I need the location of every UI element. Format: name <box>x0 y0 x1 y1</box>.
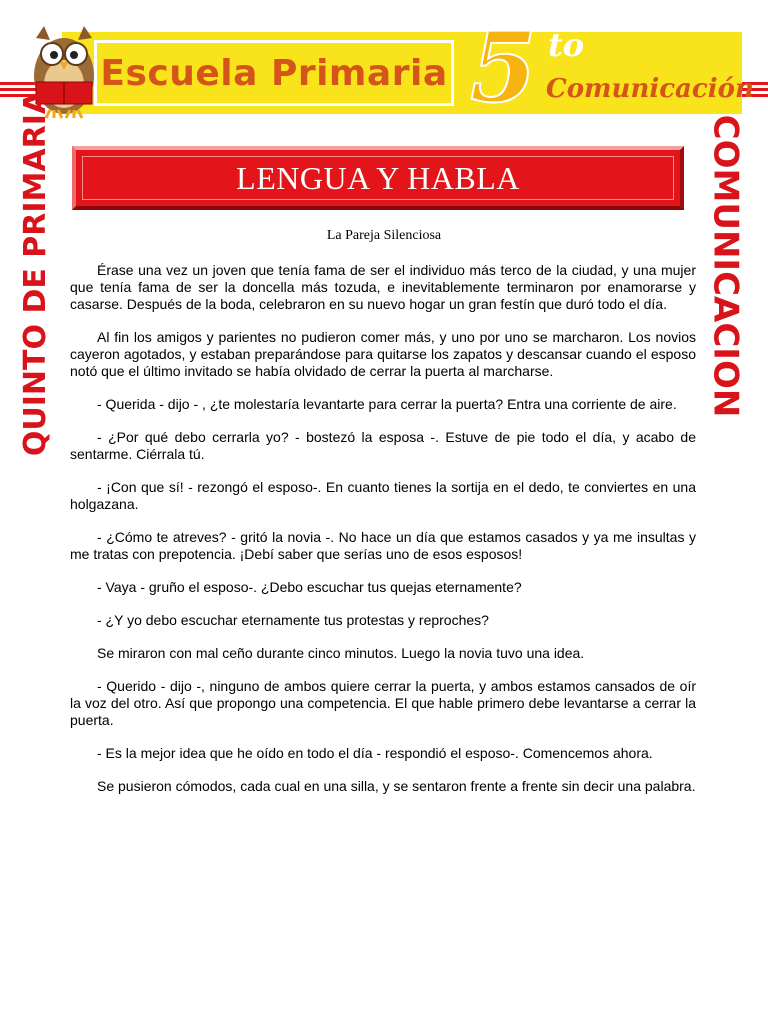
story-paragraph: Al fin los amigos y parientes no pudieron comer más, y uno por uno se marcharon. Los novios cayeron agotados, y estaban preparándose para quitarse los zapatos y descansar cuando el esposo notó que el último invitado se había olvidado de cerrar la puerta al marcharse. <box>70 329 696 379</box>
school-title-box <box>94 40 454 106</box>
story-paragraph: - ¿Y yo debo escuchar eternamente tus protestas y reproches? <box>97 612 489 628</box>
school-name: Escuela Primaria <box>100 52 448 94</box>
story-paragraph: Se miraron con mal ceño durante cinco minutos. Luego la novia tuvo una idea. <box>97 645 585 661</box>
page-title: LENGUA Y HABLA <box>236 159 520 196</box>
story-paragraph: - Querido - dijo -, ninguno de ambos quiere cerrar la puerta, y ambos estamos cansados de oír la voz del otro. Así que propongo una competencia. El que hable primero debe levantarse a cerrar la puerta. <box>70 678 696 728</box>
story-paragraph: - Es la mejor idea que he oído en todo el día - respondió el esposo-. Comencemos ahora. <box>97 745 653 761</box>
title-banner <box>72 146 684 210</box>
story-paragraph: - Querida - dijo - , ¿te molestaría levantarte para cerrar la puerta? Entra una corriente de aire. <box>97 396 677 412</box>
side-label-left <box>16 90 56 456</box>
story-body <box>70 262 696 811</box>
story-paragraph: Érase una vez un joven que tenía fama de ser el individuo más terco de la ciudad, y una mujer que tenía fama de ser la doncella más tozuda, e inevitablemente terminaron por enamorarse y casarse. Después de la boda, celebraron en su nuevo hogar un gran festín que duró todo el día. <box>70 262 696 312</box>
story-paragraph: - ¿Por qué debo cerrarla yo? - bostezó la esposa -. Estuve de pie todo el día, y acabo de sentarme. Ciérrala tú. <box>70 429 696 462</box>
page-header <box>0 0 768 130</box>
grade-suffix: to <box>548 26 585 64</box>
story-title: La Pareja Silenciosa <box>326 228 442 243</box>
side-label-left-text: QUINTO DE PRIMARIA <box>18 90 54 456</box>
side-label-right <box>700 114 750 418</box>
story-paragraph: - ¡Con que sí! - rezongó el esposo-. En cuanto tienes la sortija en el dedo, te conviertes en una holgazana. <box>70 479 696 512</box>
grade-number: 5 <box>470 11 537 124</box>
side-label-right-text: COMUNICACION <box>705 114 746 418</box>
story-paragraph: - Vaya - gruño el esposo-. ¿Debo escuchar tus quejas eternamente? <box>97 579 522 595</box>
story-paragraph: - ¿Cómo te atreves? - gritó la novia -. No hace un día que estamos casados y ya me insultas y me tratas con prepotencia. ¡Debí saber que serías uno de esos esposos! <box>70 529 696 562</box>
subject-name: Comunicación <box>546 74 754 104</box>
story-paragraph: Se pusieron cómodos, cada cual en una silla, y se sentaron frente a frente sin decir una palabra. <box>97 778 696 794</box>
